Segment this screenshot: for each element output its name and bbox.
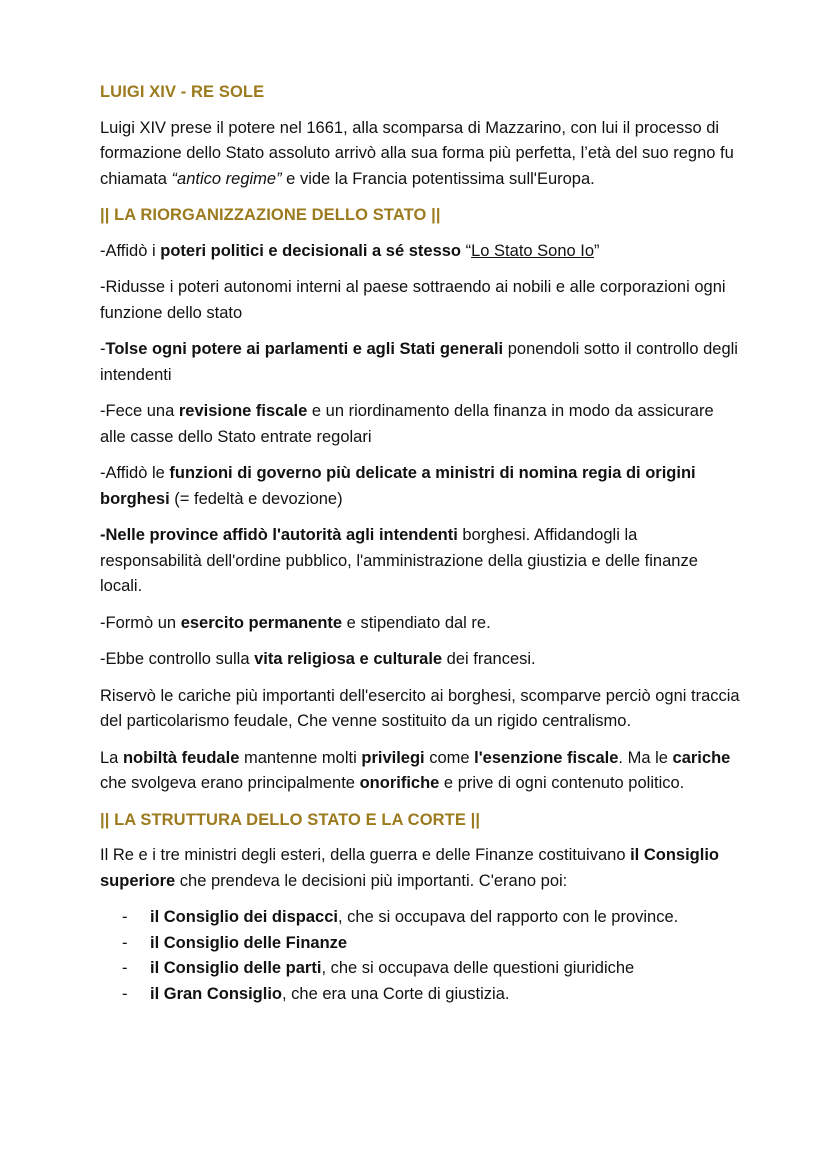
paragraph xyxy=(100,746,740,797)
section-heading-riorganizzazione: || LA RIORGANIZZAZIONE DELLO STATO || xyxy=(100,206,441,224)
paragraph xyxy=(100,275,740,326)
list-item xyxy=(100,956,740,982)
bold-text: Tolse ogni potere ai parlamenti e agli Stati generali xyxy=(105,340,504,358)
list-item xyxy=(100,931,740,957)
document-title: LUIGI XIV - RE SOLE xyxy=(100,83,265,101)
bold-text: nobiltà feudale xyxy=(122,748,240,767)
text: -Formò un xyxy=(100,613,181,632)
intro-paragraph xyxy=(100,116,740,193)
paragraph xyxy=(100,461,740,512)
text: , che era una Corte di giustizia. xyxy=(282,984,510,1003)
bold-text: l'esenzione fiscale xyxy=(474,748,619,767)
text: . Ma le xyxy=(618,748,673,767)
text: come xyxy=(424,748,475,767)
paragraph xyxy=(100,684,740,735)
text: che prendeva le decisioni più importanti. C'erano poi: xyxy=(175,871,568,890)
paragraph xyxy=(100,523,740,600)
text: La xyxy=(100,748,123,767)
text: borghesi. Affidandogli la responsabilità dell'ordine pubblico, l'amministrazione della giustizia e delle finanze locali. xyxy=(100,526,698,595)
text: e stipendiato dal re. xyxy=(342,613,491,632)
bold-text: poteri politici e decisionali a sé stesso xyxy=(160,241,462,260)
text: , che si occupava del rapporto con le province. xyxy=(337,908,679,926)
bold-text: il Consiglio delle parti xyxy=(150,959,322,977)
bold-text: cariche xyxy=(672,748,731,767)
text: Il Re e i tre ministri degli esteri, della guerra e delle Finanze costituivano xyxy=(100,846,631,864)
paragraph xyxy=(100,647,740,673)
text: - xyxy=(100,340,106,358)
bold-text: privilegi xyxy=(361,748,425,767)
bold-text: il Consiglio dei dispacci xyxy=(150,908,338,926)
list-item xyxy=(100,982,740,1008)
text: Riservò le cariche più importanti dell'esercito ai borghesi, scomparve perciò ogni traccia del particolarismo feudale, Che venne sostituito da un rigido centralismo. xyxy=(100,686,740,730)
text: che svolgeva erano principalmente xyxy=(100,774,360,792)
paragraph xyxy=(100,611,740,637)
text: e prive di ogni contenuto politico. xyxy=(439,774,685,792)
list-item xyxy=(100,905,740,931)
text: , che si occupava delle questioni giuridiche xyxy=(321,959,635,977)
text: ponendoli sotto il controllo degli intendenti xyxy=(100,340,738,384)
text: “ xyxy=(461,241,472,260)
text: -Ridusse i poteri autonomi interni al paese sottraendo ai nobili e alle corporazioni ogni funzione dello stato xyxy=(100,278,726,322)
text: e un riordinamento della finanza in modo da assicurare alle casse dello Stato entrate regolari xyxy=(100,402,714,446)
consigli-list xyxy=(100,905,740,1007)
text: -Affidò le xyxy=(100,464,170,482)
bold-text: il Consiglio superiore xyxy=(100,846,720,890)
dash-bullet: - xyxy=(122,933,128,952)
bold-text: esercito permanente xyxy=(180,613,343,632)
paragraph xyxy=(100,399,740,450)
paragraph xyxy=(100,337,740,388)
text: ” xyxy=(594,241,600,260)
text: -Ebbe controllo sulla xyxy=(100,650,255,668)
bold-text: il Consiglio delle Finanze xyxy=(150,933,348,952)
document-content xyxy=(100,80,740,1007)
italic-term: “antico regime” xyxy=(171,169,282,188)
dash-bullet: - xyxy=(122,959,128,977)
section-heading-struttura: || LA STRUTTURA DELLO STATO E LA CORTE || xyxy=(100,810,481,829)
bold-text: onorifiche xyxy=(359,774,440,792)
dash-bullet: - xyxy=(122,908,128,926)
bold-text: funzioni di governo più delicate a ministri di nomina regia di origini borghesi xyxy=(100,464,696,508)
text: dei francesi. xyxy=(442,650,536,668)
underlined-quote: Lo Stato Sono Io xyxy=(471,241,595,260)
text: e vide la Francia potentissima sull'Europa. xyxy=(281,169,595,188)
text: mantenne molti xyxy=(239,748,362,767)
paragraph xyxy=(100,239,740,265)
bold-text: vita religiosa e culturale xyxy=(254,650,443,668)
bold-text: revisione fiscale xyxy=(178,402,308,420)
text: -Affidò i xyxy=(100,241,161,260)
text: Luigi XIV prese il potere nel 1661, alla scomparsa di Mazzarino, con lui il processo di formazione dello Stato assoluto arrivò alla sua forma più perfetta, l’età del suo regno fu chiamata xyxy=(100,118,734,188)
paragraph xyxy=(100,843,740,894)
bold-text: -Nelle province affidò l'autorità agli intendenti xyxy=(100,526,458,544)
text: (= fedeltà e devozione) xyxy=(169,489,343,508)
text: -Fece una xyxy=(100,402,179,420)
dash-bullet: - xyxy=(122,984,128,1003)
bold-text: il Gran Consiglio xyxy=(150,984,283,1003)
